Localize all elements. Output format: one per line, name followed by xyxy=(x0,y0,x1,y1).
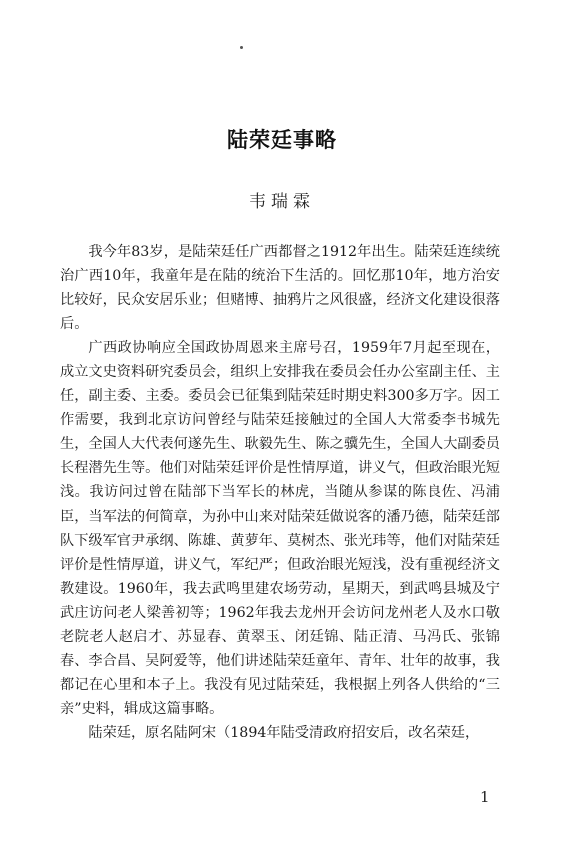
paragraph: 广西政协响应全国政协周恩来主席号召，1959年7月起至现在，成立文史资料研究委员会，组织上安排我在委员会任办公室副主任、主任，副主委、主委。委员会已征集到陆荣廷时期史料300多万字。因工作需要，我到北京访问曾经与陆荣廷接触过的全国人大常委李书城先生，全国人大代表何遂先生、耿毅先生、陈之骥先生，全国人大副委员长程潜先生等。他们对陆荣廷评价是性情厚道，讲义气，但政治眼光短浅。我访问过曾在陆部下当军长的林虎，当随从参谋的陈良佐、冯浦臣，当军法的何简章，为孙中山来对陆荣廷做说客的潘乃德，陆荣廷部队下级军官尹承纲、陈雄、黄萝年、莫树杰、张光玮等，他们对陆荣廷评价是性情厚道，讲义气，军纪严；但政治眼光短浅，没有重视经济文教建设。1960年，我去武鸣里建农场劳动，星期天，到武鸣县城及宁武庄访问老人梁善初等；1962年我去龙州开会访问龙州老人及水口敬老院老人赵启才、苏显春、黄翠玉、闭廷锦、陆正清、马冯氏、张锦春、李合昌、吴阿爱等，他们讲述陆荣廷童年、青年、壮年的故事，我都记在心里和本子上。我没有见过陆荣廷，我根据上列各人供给的“三亲”史料，辑成这篇事略。 xyxy=(60,340,500,717)
page-title: 陆荣廷事略 xyxy=(227,128,337,152)
page-number: 1 xyxy=(480,788,490,806)
paragraph: 陆荣廷，原名陆阿宋（1894年陆受清政府招安后，改名荣廷， xyxy=(88,724,480,741)
scan-speck xyxy=(240,46,243,49)
article-body xyxy=(60,240,500,745)
paragraph: 我今年83岁，是陆荣廷任广西都督之1912年出生。陆荣廷连续统治广西10年，我童年是在陆的统治下生活的。回忆那10年，地方治安比较好，民众安居乐业；但赌博、抽鸦片之风很盛，经济文化建设很落后。 xyxy=(60,244,500,333)
author-name: 韦瑞霖 xyxy=(249,192,315,212)
